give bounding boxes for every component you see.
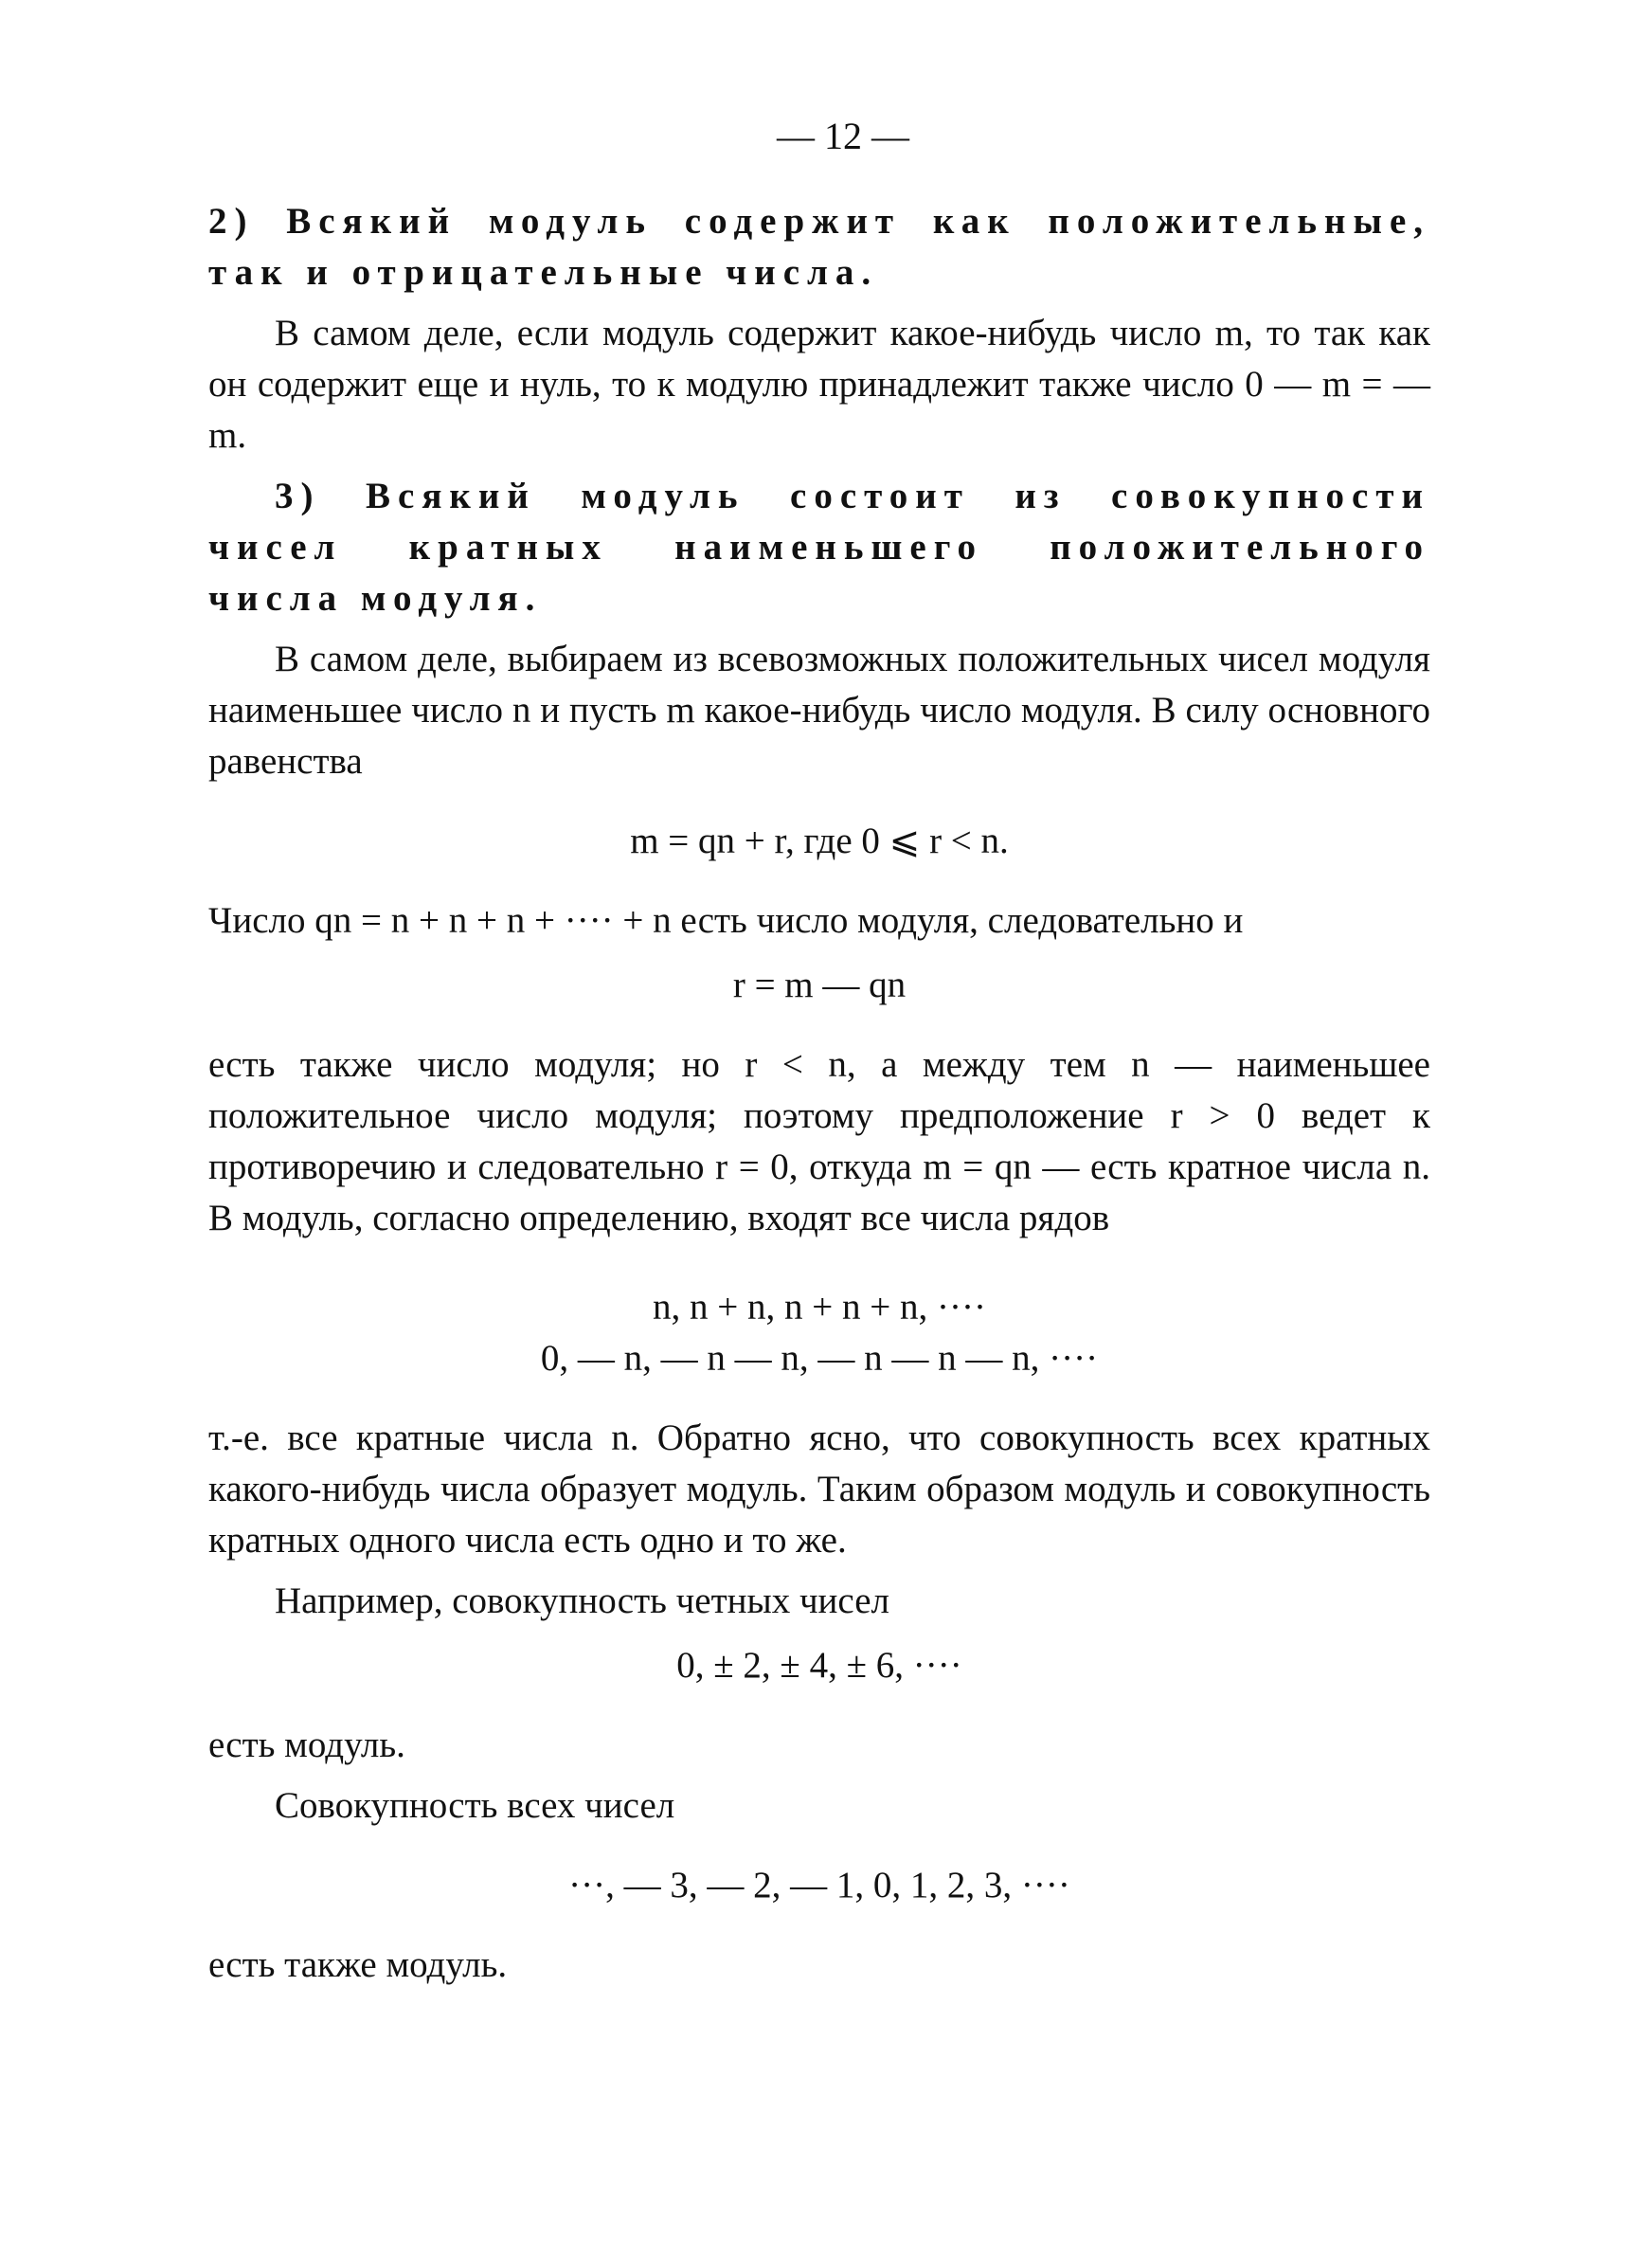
proposition-3: 3) Всякий модуль состоит из совокупности чисел кратных наименьшего положительного числа модуля. [208, 476, 1430, 619]
proof-3: В самом деле, выбираем из всевозможных положительных чисел модуля наименьшее число n и пусть m какое-нибудь число модуля. В силу основного равенства [208, 639, 1430, 782]
equation-division: m = qn + r, где 0 ⩽ r < n. [630, 821, 1009, 861]
equation-even: 0, ± 2, ± 4, ± 6, ···· [676, 1645, 962, 1686]
proposition-2: 2) Всякий модуль содержит как положительные, так и отрицательные числа. [208, 201, 1430, 293]
equation-remainder: r = m — qn [732, 965, 907, 1005]
series-positive: n, n + n, n + n + n, ···· [653, 1287, 986, 1327]
paragraph-remainder: есть также число модуля; но r < n, а между тем n — наименьшее положительное число модуля; поэтому предположение r > 0 ведет к противоречию и следовательно r = 0, откуда m = qn — есть кратное числа n. В модуль, согласно определению, входят все числа рядов [208, 1044, 1430, 1238]
example-even: Например, совокупность четных чисел [275, 1580, 889, 1621]
proof-2: В самом деле, если модуль содержит какое-нибудь число m, то так как он содержит еще и нуль, то к модулю принадлежит также число 0 — m = — m. [208, 313, 1430, 456]
paragraph-qn: Число qn = n + n + n + ···· + n есть число модуля, следовательно и [208, 900, 1244, 941]
page [208, 114, 1430, 2000]
page-number: — 12 — [777, 115, 909, 157]
paragraph-multiples: т.-е. все кратные числа n. Обратно ясно, что совокупность всех кратных какого-нибудь числа образует модуль. Таким образом модуль и совокупность кратных одного числа есть одно и то же. [208, 1417, 1430, 1561]
final-line: есть также модуль. [208, 1944, 508, 1985]
all-numbers: Совокупность всех чисел [275, 1785, 675, 1826]
series-negative: 0, — n, — n — n, — n — n — n, ···· [540, 1338, 1099, 1379]
equation-series [208, 1282, 1430, 1384]
line-is-module: есть модуль. [208, 1724, 405, 1765]
equation-integers: ···, — 3, — 2, — 1, 0, 1, 2, 3, ···· [568, 1865, 1070, 1905]
